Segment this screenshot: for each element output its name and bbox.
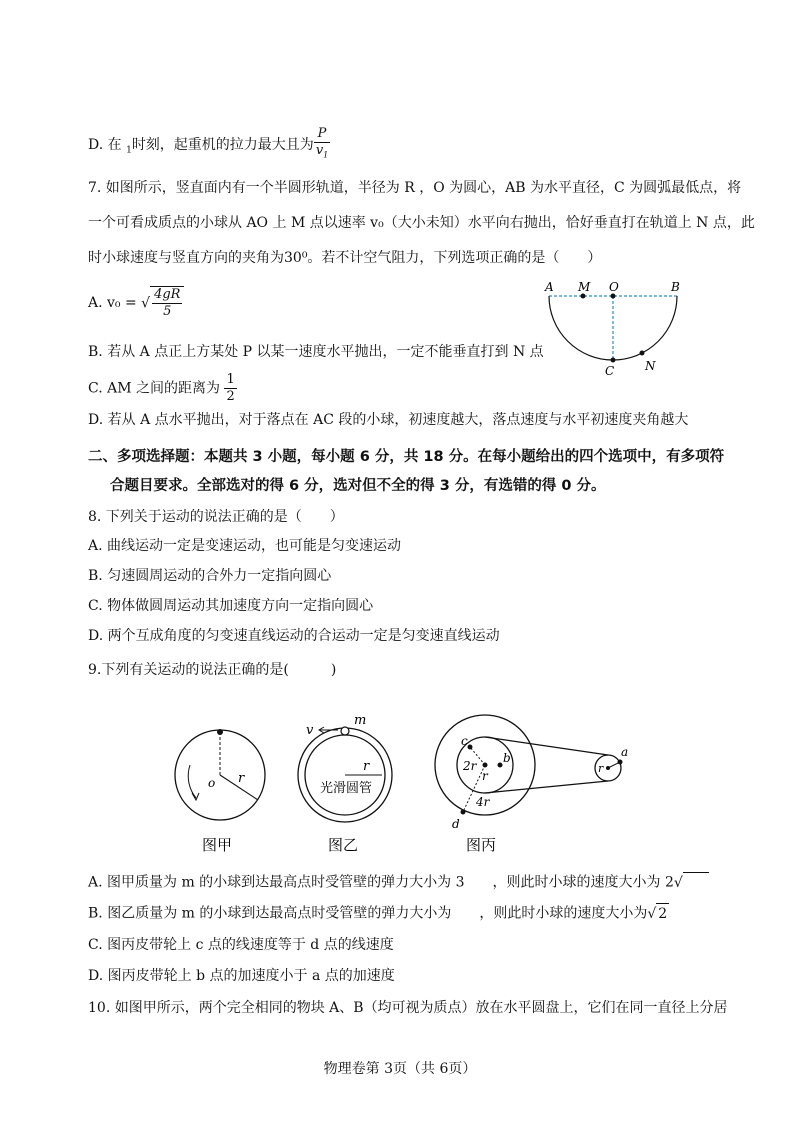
belt-bottom <box>485 781 608 793</box>
label-m: M <box>578 280 591 294</box>
label-r: r <box>238 771 245 786</box>
figure-yi <box>298 713 392 854</box>
label-n: N <box>645 359 656 373</box>
q8-option-a: A. 曲线运动一定是变速运动，也可能是匀变速运动 <box>88 538 402 554</box>
q6-fraction: $\frac{P}{v_1}$ <box>315 126 329 160</box>
q9-option-b: B. 图乙质量为 m 的小球到达最高点时受管壁的弹力大小为 ，则此时小球的速度大小为√ 2 <box>88 903 669 924</box>
caption-bing: 图丙 <box>466 836 497 854</box>
q7-option-d: D. 若从 A 点水平抛出，对于落点在 AC 段的小球，初速度越大，落点速度与水平初速度夹角越大 <box>88 412 689 428</box>
q9-figures <box>160 710 660 860</box>
q9-stem: 9.下列有关运动的说法正确的是( ) <box>88 662 337 678</box>
label-c: c <box>461 734 468 748</box>
label-4r: 4r <box>476 795 490 809</box>
q9-option-a: A. 图甲质量为 m 的小球到达最高点时受管壁的弹力大小为 3 ，则此时小球的速度大小为 2√ <box>88 872 709 893</box>
point-b <box>498 763 503 768</box>
label-b: B <box>671 280 680 294</box>
section2-heading-line1: 二、多项选择题：本题共 3 小题，每小题 6 分，共 18 分。在每小题给出的四个选项中，有多项符 <box>88 449 725 465</box>
label-o: O <box>609 280 619 294</box>
label-d: d <box>452 817 460 831</box>
semicircle-track-figure <box>535 278 695 378</box>
label-tube: 光滑圆管 <box>320 781 373 796</box>
section2-heading-line2: 合题目要求。全部选对的得 6 分，选对但不全的得 3 分，有选错的得 0 分。 <box>110 478 606 494</box>
q9-option-d: D. 图丙皮带轮上 b 点的加速度小于 a 点的加速度 <box>88 968 395 984</box>
point-n <box>640 351 645 356</box>
page-footer: 物理卷第 3页（共 6页） <box>323 1061 477 1077</box>
label-r-wheel: r <box>598 762 604 775</box>
label-v: v <box>306 723 314 738</box>
point-o <box>611 294 616 299</box>
q9-option-c: C. 图丙皮带轮上 c 点的线速度等于 d 点的线速度 <box>88 937 394 953</box>
q7-option-a: A. v₀ = √ $\frac{4gR}{5}$ <box>88 286 184 320</box>
label-a: a <box>621 745 629 759</box>
q7-option-b: B. 若从 A 点正上方某处 P 以某一速度水平抛出，一定不能垂直打到 N 点 <box>88 344 544 360</box>
figure-jia <box>175 729 265 854</box>
label-2r: 2r <box>463 759 477 773</box>
q8-option-d: D. 两个互成角度的匀变速直线运动的合运动一定是匀变速直线运动 <box>88 628 500 644</box>
q8-option-c: C. 物体做圆周运动其加速度方向一定指向圆心 <box>88 598 374 614</box>
sqrt-sign: √ <box>674 872 709 893</box>
label-o: o <box>208 776 216 790</box>
q10-stem: 10. 如图甲所示，两个完全相同的物块 A、B（均可视为质点）放在水平圆盘上，它们在同一直径上分居 <box>88 1000 728 1016</box>
radius-small <box>608 762 620 768</box>
ball-m <box>341 727 349 735</box>
q7-stem-line2: 一个可看成质点的小球从 AO 上 M 点以速率 v₀（大小未知）水平向右抛出，恰好垂直打在轨道上 N 点，此 <box>88 215 755 231</box>
label-r-inner: r <box>482 769 488 783</box>
q7-stem-line3: 时小球速度与竖直方向的夹角为30⁰。若不计空气阻力，下列选项正确的是（ ） <box>88 250 602 266</box>
label-m: m <box>354 713 367 728</box>
label-b: b <box>503 751 511 765</box>
q8-option-b: B. 匀速圆周运动的合外力一定指向圆心 <box>88 568 332 584</box>
label-a: A <box>545 280 554 294</box>
label-c: C <box>605 364 615 378</box>
q7-option-c: C. AM 之间的距离为 $\frac{1}{2}$ <box>88 372 235 404</box>
figure-bing <box>435 715 628 854</box>
caption-yi: 图乙 <box>328 836 359 854</box>
sqrt-sign: √ $\frac{4gR}{5}$ <box>141 286 184 320</box>
point-c <box>611 358 616 363</box>
point-m <box>581 294 586 299</box>
q6-option-d: D. 在 $_1$时刻，起重机的拉力最大且为 $\frac{P}{v_1}$ <box>88 126 330 164</box>
label-r: r <box>363 759 370 774</box>
caption-jia: 图甲 <box>202 836 233 854</box>
q7-stem-line1: 7. 如图所示，竖直面内有一个半圆形轨道，半径为 R ，O 为圆心，AB 为水平直径，C 为圆弧最低点，将 <box>88 180 742 196</box>
arrowhead <box>192 793 199 800</box>
q8-stem: 8. 下列关于运动的说法正确的是（ ） <box>88 509 344 525</box>
sqrt-sign: √ 2 <box>647 903 669 924</box>
